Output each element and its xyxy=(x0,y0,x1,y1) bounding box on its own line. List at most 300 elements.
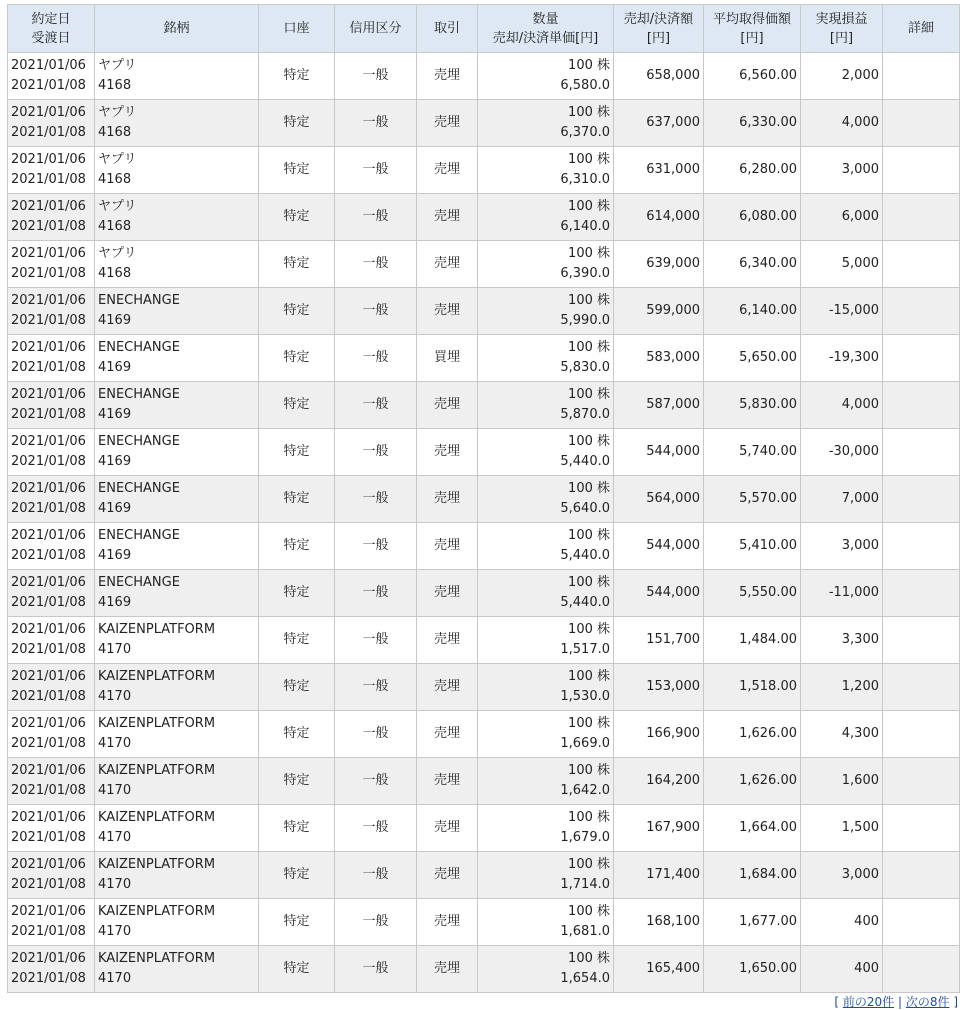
unit-price: 1,654.0 xyxy=(560,971,610,986)
unit-price: 1,714.0 xyxy=(560,877,610,892)
avg-cost-cell: 5,740.00 xyxy=(704,429,801,476)
amount-cell: 637,000 xyxy=(614,100,704,147)
trade-date: 2021/01/06 xyxy=(11,58,86,73)
realized-pl-cell: 4,000 xyxy=(801,100,883,147)
account-cell: 特定 xyxy=(259,570,335,617)
stock-cell xyxy=(95,852,259,899)
detail-cell xyxy=(883,241,960,288)
trade-cell: 売埋 xyxy=(417,805,478,852)
amount-cell: 587,000 xyxy=(614,382,704,429)
realized-pl-cell: 4,300 xyxy=(801,711,883,758)
qty-price-cell xyxy=(478,758,614,805)
amount-cell: 167,900 xyxy=(614,805,704,852)
account-cell: 特定 xyxy=(259,805,335,852)
unit-price: 1,517.0 xyxy=(560,642,610,657)
stock-name: ヤプリ xyxy=(98,152,137,167)
next-page-link[interactable]: 次の8件 xyxy=(905,995,950,1009)
credit-cell: 一般 xyxy=(335,711,417,758)
trade-date: 2021/01/06 xyxy=(11,340,86,355)
trade-date: 2021/01/06 xyxy=(11,716,86,731)
stock-name: ヤプリ xyxy=(98,105,137,120)
detail-cell xyxy=(883,758,960,805)
realized-pl-cell: 4,000 xyxy=(801,382,883,429)
qty-price-cell xyxy=(478,711,614,758)
settle-date: 2021/01/08 xyxy=(11,548,86,563)
account-cell: 特定 xyxy=(259,147,335,194)
dates-cell xyxy=(8,899,95,946)
credit-cell: 一般 xyxy=(335,382,417,429)
realized-pl-cell: -19,300 xyxy=(801,335,883,382)
amount-cell: 631,000 xyxy=(614,147,704,194)
credit-cell: 一般 xyxy=(335,429,417,476)
amount-cell: 153,000 xyxy=(614,664,704,711)
amount-cell: 151,700 xyxy=(614,617,704,664)
header-row xyxy=(8,5,960,53)
stock-cell xyxy=(95,476,259,523)
trade-date: 2021/01/06 xyxy=(11,951,86,966)
table-row xyxy=(8,617,960,664)
stock-code: 4170 xyxy=(98,783,132,798)
detail-cell xyxy=(883,382,960,429)
trade-cell: 売埋 xyxy=(417,711,478,758)
trade-cell: 売埋 xyxy=(417,429,478,476)
stock-code: 4169 xyxy=(98,548,132,563)
stock-name: ヤプリ xyxy=(98,199,137,214)
header-pl-unit: [円] xyxy=(829,30,854,46)
account-cell: 特定 xyxy=(259,617,335,664)
quantity: 100 株 xyxy=(568,340,610,355)
quantity: 100 株 xyxy=(568,246,610,261)
stock-code: 4170 xyxy=(98,689,132,704)
settle-date: 2021/01/08 xyxy=(11,501,86,516)
stock-cell xyxy=(95,899,259,946)
avg-cost-cell: 6,140.00 xyxy=(704,288,801,335)
account-cell: 特定 xyxy=(259,664,335,711)
stock-code: 4168 xyxy=(98,78,132,93)
unit-price: 5,870.0 xyxy=(560,407,610,422)
stock-cell xyxy=(95,664,259,711)
stock-code: 4170 xyxy=(98,877,132,892)
trade-date: 2021/01/06 xyxy=(11,246,86,261)
table-row xyxy=(8,335,960,382)
credit-cell: 一般 xyxy=(335,617,417,664)
quantity: 100 株 xyxy=(568,763,610,778)
realized-pl-cell: 1,500 xyxy=(801,805,883,852)
unit-price: 5,830.0 xyxy=(560,360,610,375)
table-row xyxy=(8,147,960,194)
account-cell: 特定 xyxy=(259,53,335,100)
avg-cost-cell: 6,340.00 xyxy=(704,241,801,288)
account-cell: 特定 xyxy=(259,429,335,476)
detail-cell xyxy=(883,805,960,852)
stock-cell xyxy=(95,946,259,993)
header-detail: 詳細 xyxy=(883,5,960,53)
stock-code: 4169 xyxy=(98,313,132,328)
stock-cell xyxy=(95,429,259,476)
table-row xyxy=(8,288,960,335)
table-row xyxy=(8,100,960,147)
unit-price: 1,530.0 xyxy=(560,689,610,704)
settle-date: 2021/01/08 xyxy=(11,266,86,281)
amount-cell: 544,000 xyxy=(614,570,704,617)
stock-name: ENECHANGE xyxy=(98,528,180,543)
settle-date: 2021/01/08 xyxy=(11,595,86,610)
qty-price-cell xyxy=(478,523,614,570)
qty-price-cell xyxy=(478,805,614,852)
table-row xyxy=(8,382,960,429)
detail-cell xyxy=(883,523,960,570)
avg-cost-cell: 1,518.00 xyxy=(704,664,801,711)
table-row xyxy=(8,241,960,288)
quantity: 100 株 xyxy=(568,951,610,966)
dates-cell xyxy=(8,53,95,100)
amount-cell: 639,000 xyxy=(614,241,704,288)
unit-price: 5,640.0 xyxy=(560,501,610,516)
account-cell: 特定 xyxy=(259,899,335,946)
stock-cell xyxy=(95,194,259,241)
credit-cell: 一般 xyxy=(335,100,417,147)
trade-date: 2021/01/06 xyxy=(11,481,86,496)
trade-cell: 売埋 xyxy=(417,288,478,335)
unit-price: 5,990.0 xyxy=(560,313,610,328)
stock-code: 4170 xyxy=(98,971,132,986)
stock-code: 4170 xyxy=(98,736,132,751)
credit-cell: 一般 xyxy=(335,758,417,805)
avg-cost-cell: 6,330.00 xyxy=(704,100,801,147)
dates-cell xyxy=(8,711,95,758)
pager-bracket-open: [ xyxy=(834,995,840,1009)
table-row xyxy=(8,899,960,946)
amount-cell: 564,000 xyxy=(614,476,704,523)
realized-pl-cell: -11,000 xyxy=(801,570,883,617)
header-qty-price xyxy=(478,5,614,53)
trade-cell: 売埋 xyxy=(417,758,478,805)
realized-pl-cell: 400 xyxy=(801,899,883,946)
detail-cell xyxy=(883,53,960,100)
stock-code: 4169 xyxy=(98,407,132,422)
table-row xyxy=(8,758,960,805)
qty-price-cell xyxy=(478,852,614,899)
stock-name: ENECHANGE xyxy=(98,481,180,496)
realized-pl-cell: 7,000 xyxy=(801,476,883,523)
trade-date: 2021/01/06 xyxy=(11,763,86,778)
credit-cell: 一般 xyxy=(335,852,417,899)
stock-name: KAIZENPLATFORM xyxy=(98,669,216,684)
trade-cell: 売埋 xyxy=(417,852,478,899)
settle-date: 2021/01/08 xyxy=(11,219,86,234)
realized-pl-cell: 3,000 xyxy=(801,147,883,194)
avg-cost-cell: 6,560.00 xyxy=(704,53,801,100)
header-amount-label: 売却/決済額 xyxy=(623,11,694,27)
quantity: 100 株 xyxy=(568,105,610,120)
quantity: 100 株 xyxy=(568,152,610,167)
stock-cell xyxy=(95,570,259,617)
stock-cell xyxy=(95,241,259,288)
stock-name: KAIZENPLATFORM xyxy=(98,622,216,637)
table-row xyxy=(8,476,960,523)
stock-code: 4169 xyxy=(98,501,132,516)
trade-date: 2021/01/06 xyxy=(11,434,86,449)
quantity: 100 株 xyxy=(568,528,610,543)
settle-date: 2021/01/08 xyxy=(11,924,86,939)
qty-price-cell xyxy=(478,53,614,100)
table-row xyxy=(8,194,960,241)
dates-cell xyxy=(8,805,95,852)
account-cell: 特定 xyxy=(259,288,335,335)
trade-cell: 売埋 xyxy=(417,476,478,523)
stock-code: 4169 xyxy=(98,454,132,469)
stock-name: KAIZENPLATFORM xyxy=(98,810,216,825)
settle-date: 2021/01/08 xyxy=(11,689,86,704)
trade-cell: 売埋 xyxy=(417,899,478,946)
quantity: 100 株 xyxy=(568,58,610,73)
dates-cell xyxy=(8,241,95,288)
stock-code: 4170 xyxy=(98,924,132,939)
unit-price: 1,669.0 xyxy=(560,736,610,751)
header-dates xyxy=(8,5,95,53)
credit-cell: 一般 xyxy=(335,523,417,570)
stock-name: KAIZENPLATFORM xyxy=(98,904,216,919)
amount-cell: 614,000 xyxy=(614,194,704,241)
prev-page-link[interactable]: 前の20件 xyxy=(842,995,895,1009)
realized-pl-cell: -30,000 xyxy=(801,429,883,476)
header-trade-date: 約定日 xyxy=(31,11,71,27)
dates-cell xyxy=(8,429,95,476)
trade-date: 2021/01/06 xyxy=(11,622,86,637)
pager-bracket-close: ] xyxy=(953,995,958,1009)
quantity: 100 株 xyxy=(568,622,610,637)
trade-date: 2021/01/06 xyxy=(11,152,86,167)
account-cell: 特定 xyxy=(259,852,335,899)
dates-cell xyxy=(8,523,95,570)
unit-price: 5,440.0 xyxy=(560,548,610,563)
trade-cell: 売埋 xyxy=(417,382,478,429)
stock-name: ヤプリ xyxy=(98,58,137,73)
stock-cell xyxy=(95,617,259,664)
trade-date: 2021/01/06 xyxy=(11,293,86,308)
trade-date: 2021/01/06 xyxy=(11,528,86,543)
avg-cost-cell: 5,570.00 xyxy=(704,476,801,523)
realized-pl-cell: 1,600 xyxy=(801,758,883,805)
realized-pl-table xyxy=(7,4,960,993)
credit-cell: 一般 xyxy=(335,805,417,852)
quantity: 100 株 xyxy=(568,293,610,308)
dates-cell xyxy=(8,476,95,523)
amount-cell: 165,400 xyxy=(614,946,704,993)
account-cell: 特定 xyxy=(259,946,335,993)
trade-date: 2021/01/06 xyxy=(11,904,86,919)
unit-price: 1,679.0 xyxy=(560,830,610,845)
header-pl xyxy=(801,5,883,53)
stock-name: ENECHANGE xyxy=(98,293,180,308)
dates-cell xyxy=(8,617,95,664)
quantity: 100 株 xyxy=(568,387,610,402)
stock-code: 4170 xyxy=(98,830,132,845)
credit-cell: 一般 xyxy=(335,241,417,288)
amount-cell: 166,900 xyxy=(614,711,704,758)
trade-date: 2021/01/06 xyxy=(11,575,86,590)
pager-separator: | xyxy=(897,995,903,1009)
table-row xyxy=(8,53,960,100)
stock-name: KAIZENPLATFORM xyxy=(98,763,216,778)
trade-cell: 売埋 xyxy=(417,194,478,241)
stock-name: KAIZENPLATFORM xyxy=(98,951,216,966)
avg-cost-cell: 6,280.00 xyxy=(704,147,801,194)
quantity: 100 株 xyxy=(568,857,610,872)
avg-cost-cell: 1,664.00 xyxy=(704,805,801,852)
account-cell: 特定 xyxy=(259,335,335,382)
quantity: 100 株 xyxy=(568,434,610,449)
dates-cell xyxy=(8,335,95,382)
stock-cell xyxy=(95,335,259,382)
trade-cell: 売埋 xyxy=(417,241,478,288)
credit-cell: 一般 xyxy=(335,664,417,711)
trade-cell: 売埋 xyxy=(417,664,478,711)
realized-pl-cell: 6,000 xyxy=(801,194,883,241)
quantity: 100 株 xyxy=(568,669,610,684)
avg-cost-cell: 5,650.00 xyxy=(704,335,801,382)
qty-price-cell xyxy=(478,899,614,946)
dates-cell xyxy=(8,570,95,617)
unit-price: 1,642.0 xyxy=(560,783,610,798)
settle-date: 2021/01/08 xyxy=(11,783,86,798)
settle-date: 2021/01/08 xyxy=(11,830,86,845)
avg-cost-cell: 6,080.00 xyxy=(704,194,801,241)
quantity: 100 株 xyxy=(568,716,610,731)
stock-code: 4168 xyxy=(98,172,132,187)
stock-cell xyxy=(95,711,259,758)
unit-price: 6,580.0 xyxy=(560,78,610,93)
header-account: 口座 xyxy=(259,5,335,53)
account-cell: 特定 xyxy=(259,100,335,147)
trade-cell: 売埋 xyxy=(417,100,478,147)
detail-cell xyxy=(883,664,960,711)
dates-cell xyxy=(8,758,95,805)
table-row xyxy=(8,852,960,899)
table-row xyxy=(8,805,960,852)
stock-code: 4168 xyxy=(98,219,132,234)
detail-cell xyxy=(883,617,960,664)
dates-cell xyxy=(8,147,95,194)
stock-name: ヤプリ xyxy=(98,246,137,261)
dates-cell xyxy=(8,194,95,241)
realized-pl-cell: 3,000 xyxy=(801,523,883,570)
detail-cell xyxy=(883,194,960,241)
stock-name: KAIZENPLATFORM xyxy=(98,716,216,731)
settle-date: 2021/01/08 xyxy=(11,407,86,422)
stock-code: 4170 xyxy=(98,642,132,657)
trade-date: 2021/01/06 xyxy=(11,810,86,825)
avg-cost-cell: 1,626.00 xyxy=(704,758,801,805)
trade-cell: 売埋 xyxy=(417,523,478,570)
account-cell: 特定 xyxy=(259,382,335,429)
trade-cell: 売埋 xyxy=(417,570,478,617)
stock-cell xyxy=(95,288,259,335)
account-cell: 特定 xyxy=(259,194,335,241)
unit-price: 5,440.0 xyxy=(560,454,610,469)
stock-name: ENECHANGE xyxy=(98,434,180,449)
credit-cell: 一般 xyxy=(335,899,417,946)
account-cell: 特定 xyxy=(259,241,335,288)
realized-pl-cell: 3,000 xyxy=(801,852,883,899)
realized-pl-cell: 5,000 xyxy=(801,241,883,288)
credit-cell: 一般 xyxy=(335,147,417,194)
stock-name: ENECHANGE xyxy=(98,387,180,402)
detail-cell xyxy=(883,335,960,382)
stock-cell xyxy=(95,523,259,570)
settle-date: 2021/01/08 xyxy=(11,360,86,375)
credit-cell: 一般 xyxy=(335,570,417,617)
unit-price: 6,370.0 xyxy=(560,125,610,140)
account-cell: 特定 xyxy=(259,758,335,805)
trade-date: 2021/01/06 xyxy=(11,105,86,120)
credit-cell: 一般 xyxy=(335,476,417,523)
qty-price-cell xyxy=(478,335,614,382)
realized-pl-cell: 1,200 xyxy=(801,664,883,711)
table-row xyxy=(8,711,960,758)
amount-cell: 544,000 xyxy=(614,523,704,570)
settle-date: 2021/01/08 xyxy=(11,877,86,892)
header-price: 売却/決済単価[円] xyxy=(492,30,599,46)
settle-date: 2021/01/08 xyxy=(11,971,86,986)
amount-cell: 168,100 xyxy=(614,899,704,946)
amount-cell: 171,400 xyxy=(614,852,704,899)
qty-price-cell xyxy=(478,382,614,429)
header-stock: 銘柄 xyxy=(95,5,259,53)
header-avg-label: 平均取得価額 xyxy=(712,11,791,27)
trade-date: 2021/01/06 xyxy=(11,387,86,402)
stock-name: KAIZENPLATFORM xyxy=(98,857,216,872)
avg-cost-cell: 1,484.00 xyxy=(704,617,801,664)
amount-cell: 599,000 xyxy=(614,288,704,335)
table-row xyxy=(8,946,960,993)
table-row xyxy=(8,523,960,570)
qty-price-cell xyxy=(478,241,614,288)
trade-date: 2021/01/06 xyxy=(11,199,86,214)
dates-cell xyxy=(8,100,95,147)
account-cell: 特定 xyxy=(259,476,335,523)
settle-date: 2021/01/08 xyxy=(11,125,86,140)
dates-cell xyxy=(8,946,95,993)
avg-cost-cell: 1,677.00 xyxy=(704,899,801,946)
credit-cell: 一般 xyxy=(335,946,417,993)
trade-date: 2021/01/06 xyxy=(11,857,86,872)
qty-price-cell xyxy=(478,570,614,617)
stock-name: ENECHANGE xyxy=(98,340,180,355)
amount-cell: 658,000 xyxy=(614,53,704,100)
stock-cell xyxy=(95,805,259,852)
qty-price-cell xyxy=(478,476,614,523)
credit-cell: 一般 xyxy=(335,194,417,241)
realized-pl-cell: 400 xyxy=(801,946,883,993)
stock-cell xyxy=(95,382,259,429)
settle-date: 2021/01/08 xyxy=(11,313,86,328)
qty-price-cell xyxy=(478,664,614,711)
header-settle-date: 受渡日 xyxy=(31,30,71,46)
stock-cell xyxy=(95,53,259,100)
stock-code: 4168 xyxy=(98,266,132,281)
dates-cell xyxy=(8,288,95,335)
realized-pl-cell: 2,000 xyxy=(801,53,883,100)
detail-cell xyxy=(883,288,960,335)
settle-date: 2021/01/08 xyxy=(11,78,86,93)
detail-cell xyxy=(883,100,960,147)
quantity: 100 株 xyxy=(568,575,610,590)
avg-cost-cell: 5,830.00 xyxy=(704,382,801,429)
avg-cost-cell: 1,650.00 xyxy=(704,946,801,993)
header-trade: 取引 xyxy=(417,5,478,53)
stock-cell xyxy=(95,100,259,147)
